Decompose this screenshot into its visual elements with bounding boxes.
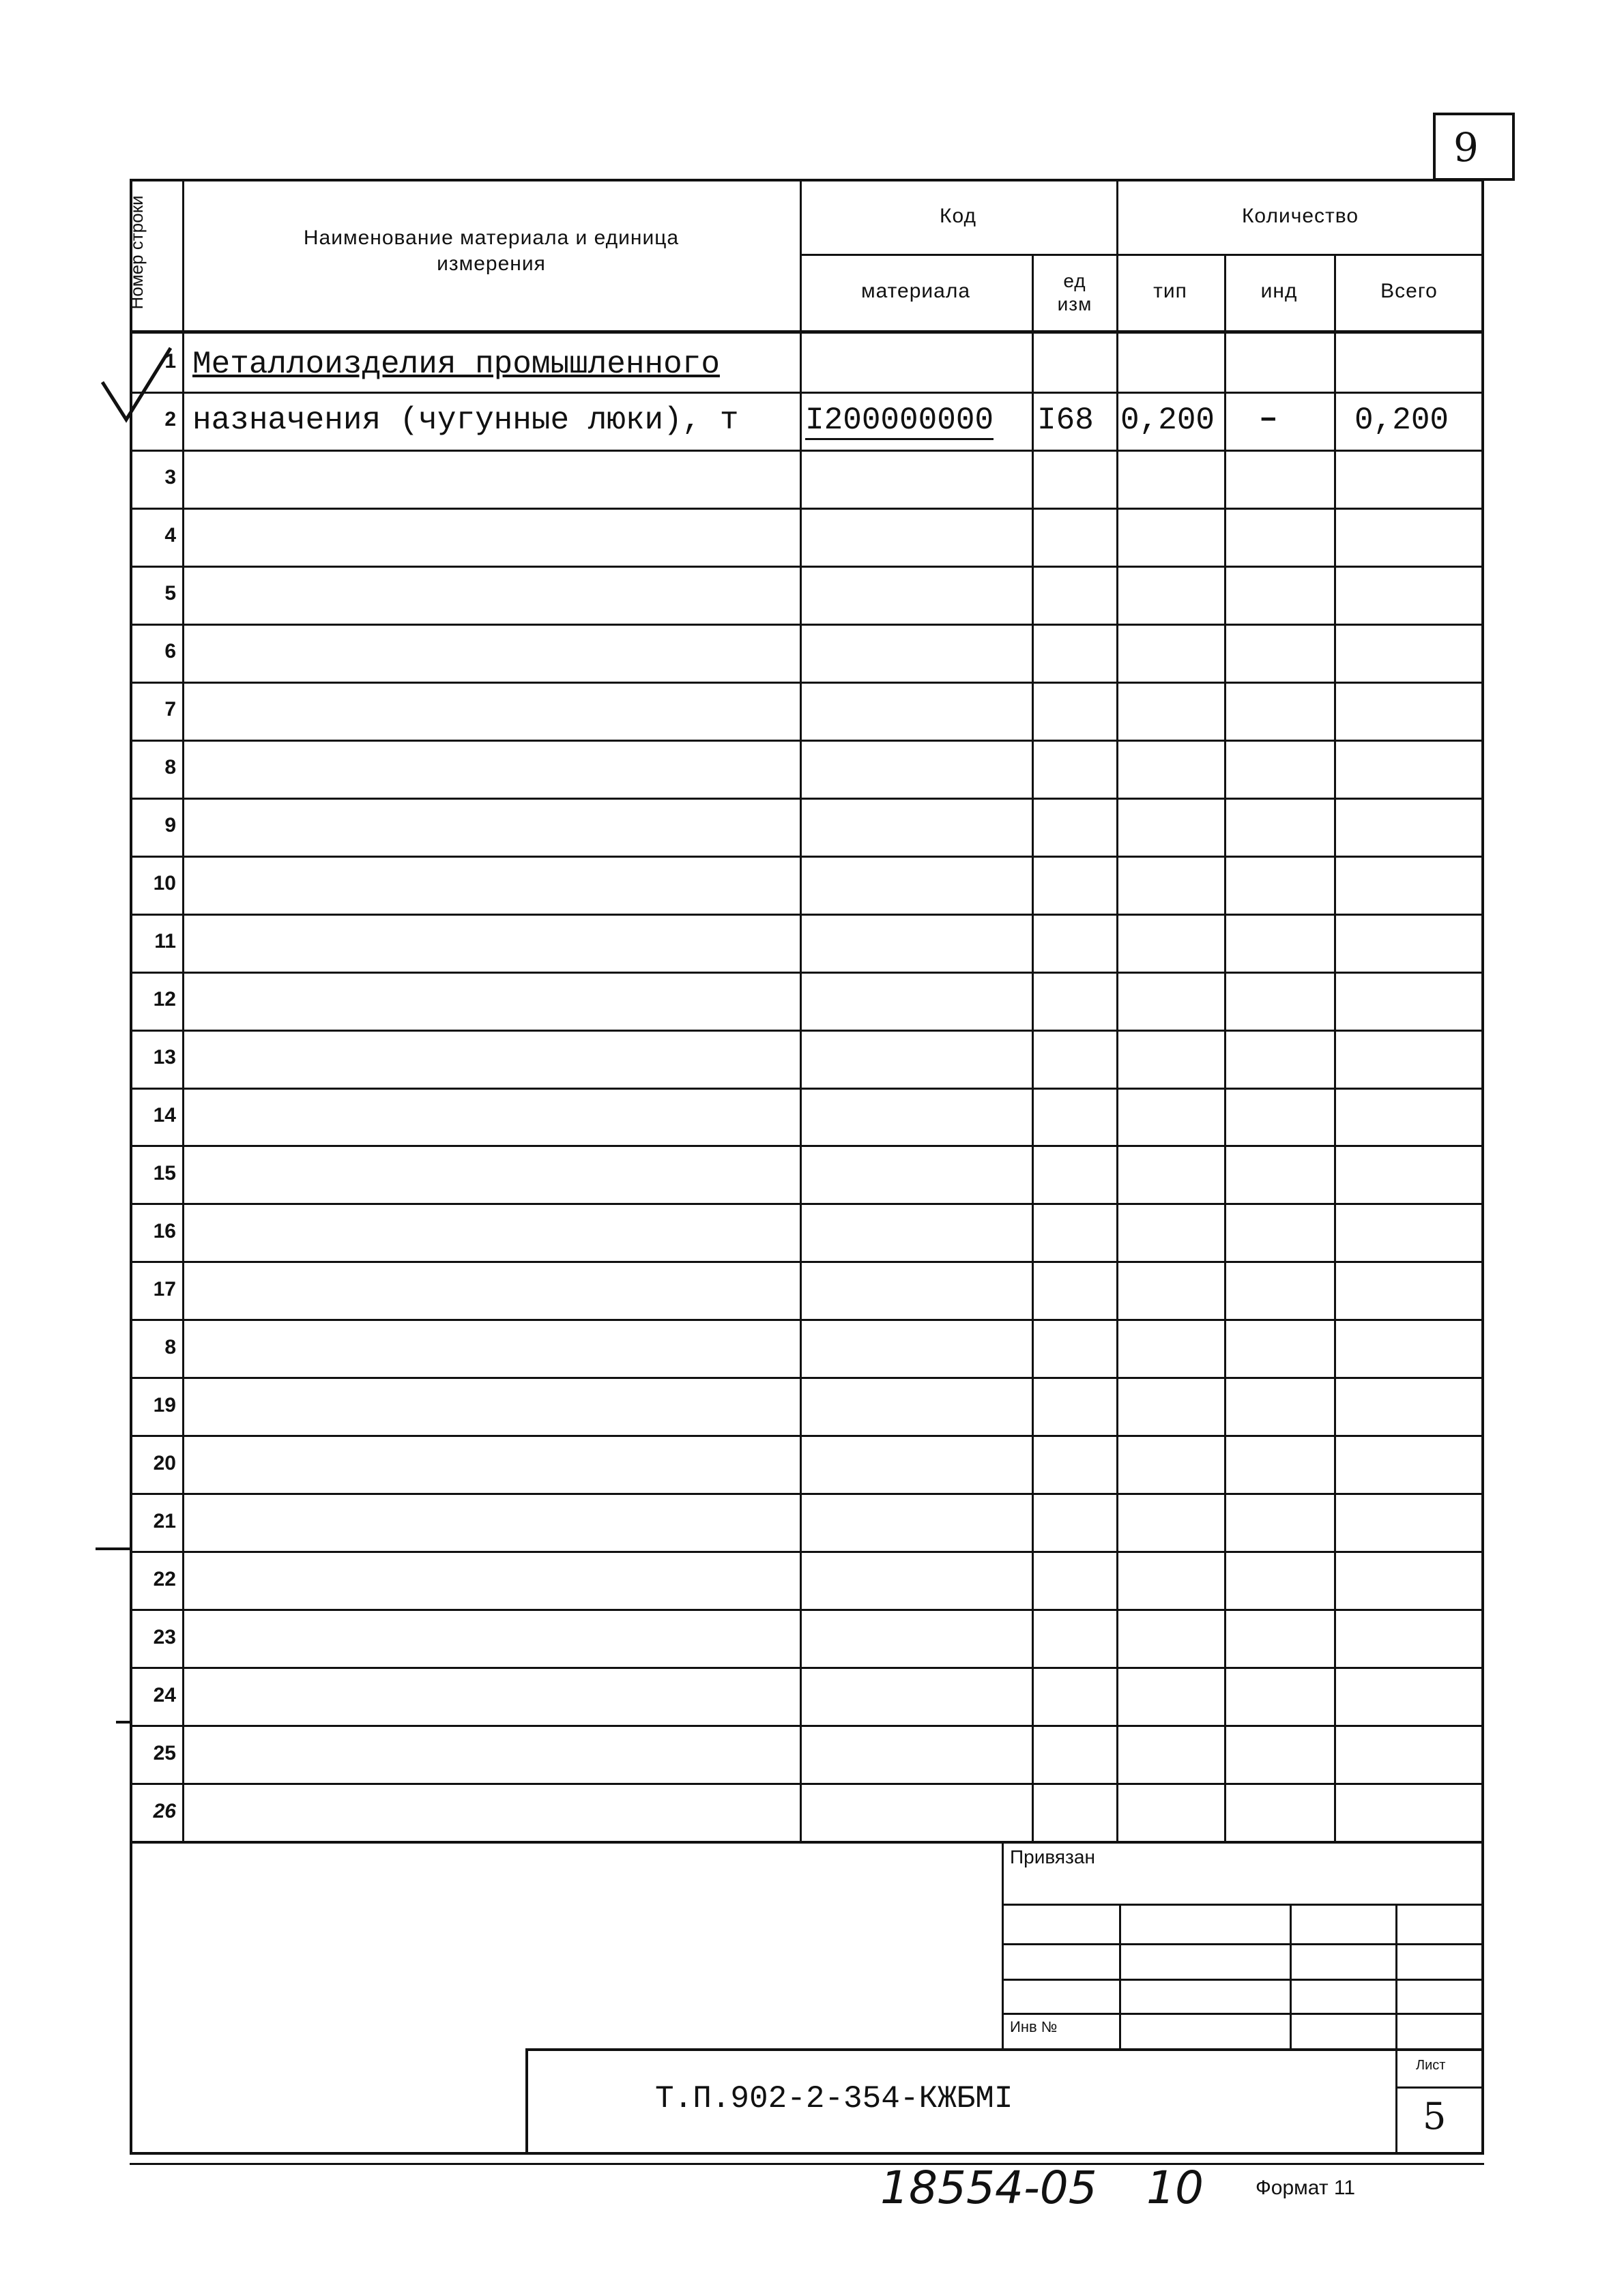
row-number: 4 [164,524,176,547]
row-line [130,1030,1484,1032]
row-number: 7 [164,698,176,721]
footer-line-2 [1002,1943,1484,1945]
row-number: 26 [153,1800,176,1822]
row-line [130,682,1484,684]
header-row-number: Номер строки [126,195,147,310]
row-number: 15 [153,1162,176,1184]
row2-ind: – [1259,401,1278,437]
page-number: 9 [1453,124,1479,171]
row-number: 9 [164,814,176,837]
col-line-code [1032,254,1034,1844]
row-line [130,1261,1484,1263]
row-number: 17 [153,1278,176,1300]
row-number: 22 [153,1568,176,1590]
footer-vline-1 [1119,1904,1121,2048]
margin-tick-2 [116,1721,130,1724]
header-code: Код [939,205,976,227]
row-line [130,798,1484,800]
header-qty-ind: инд [1260,280,1298,302]
row-line [130,1725,1484,1727]
row-line [130,740,1484,742]
row2-name: назначения (чугунные люки), т [192,403,739,438]
header-name: Наименование материала и единица измерения [303,227,680,275]
row-number: 8 [164,756,176,779]
header-subline [800,254,1484,256]
row-number: 16 [153,1220,176,1242]
row1-name: Металлоизделия промышленного [192,347,720,382]
col-line-tip [1224,254,1226,1844]
row-number: 10 [153,872,176,895]
row-line [130,1783,1484,1785]
stamp-page: 10 [1146,2162,1204,2214]
row-line [130,1551,1484,1553]
row-number: 12 [153,988,176,1010]
row-line [130,508,1484,510]
stamp-number: 18554-05 [880,2162,1097,2214]
row-line [130,914,1484,916]
row2-code: I200000000 [805,403,994,440]
row-number: 14 [153,1104,176,1126]
row-line [130,1377,1484,1379]
row-line [130,1667,1484,1669]
row-line [130,1319,1484,1321]
footer-line-3 [1002,1979,1484,1981]
header-quantity: Количество [1241,205,1359,227]
row-line [130,1088,1484,1090]
col-line-ind [1334,254,1336,1844]
row-number: 23 [153,1626,176,1648]
row-line [130,392,1484,394]
row-number: 19 [153,1394,176,1416]
row-line [130,856,1484,858]
row-number: 11 [154,930,176,953]
sheet-label: Лист [1416,2058,1446,2073]
footer-inv-label: Инв № [1010,2018,1058,2035]
row-line [130,1435,1484,1437]
row-number: 3 [164,466,176,489]
row-line [130,624,1484,626]
row-number: 24 [153,1684,176,1706]
sheet-line [1395,2086,1484,2089]
row-number: 21 [153,1510,176,1532]
footer-attached-label: Привязан [1010,1846,1095,1867]
row-number: 25 [153,1742,176,1764]
footer-vline-2 [1290,1904,1292,2048]
col-line-unit [1116,179,1118,1844]
bottom-line [130,2163,1484,2165]
row2-tip: 0,200 [1120,403,1215,438]
footer-line-4 [1002,2013,1484,2015]
row-line [130,450,1484,452]
row-line [130,1145,1484,1147]
row-line [130,1609,1484,1611]
row-number: 6 [164,640,176,663]
checkmark-icon [96,341,191,430]
row2-unit: I68 [1037,403,1094,438]
header-qty-total: Всего [1380,280,1438,302]
row-line [130,566,1484,568]
sheet-number: 5 [1423,2095,1447,2138]
row-number: 5 [164,582,176,605]
margin-tick-1 [96,1547,130,1550]
row-line [130,1493,1484,1495]
row-number: 13 [153,1046,176,1068]
header-bottom [130,330,1484,334]
row-number: 1 [164,350,176,373]
row-number: 20 [153,1452,176,1474]
doc-code: Т.П.902-2-354-КЖБМI [655,2081,1013,2117]
col-line-name [800,179,802,1844]
row-line [130,1203,1484,1205]
header-code-material: материала [860,280,971,302]
format-label: Формат 11 [1256,2177,1356,2199]
row-number: 2 [164,408,176,431]
footer-line-1 [1002,1904,1484,1906]
row-number: 8 [164,1336,176,1358]
row-line [130,972,1484,974]
header-code-unit: ед изм [1057,270,1092,315]
row2-total: 0,200 [1354,403,1449,438]
header-qty-tip: тип [1153,280,1187,302]
